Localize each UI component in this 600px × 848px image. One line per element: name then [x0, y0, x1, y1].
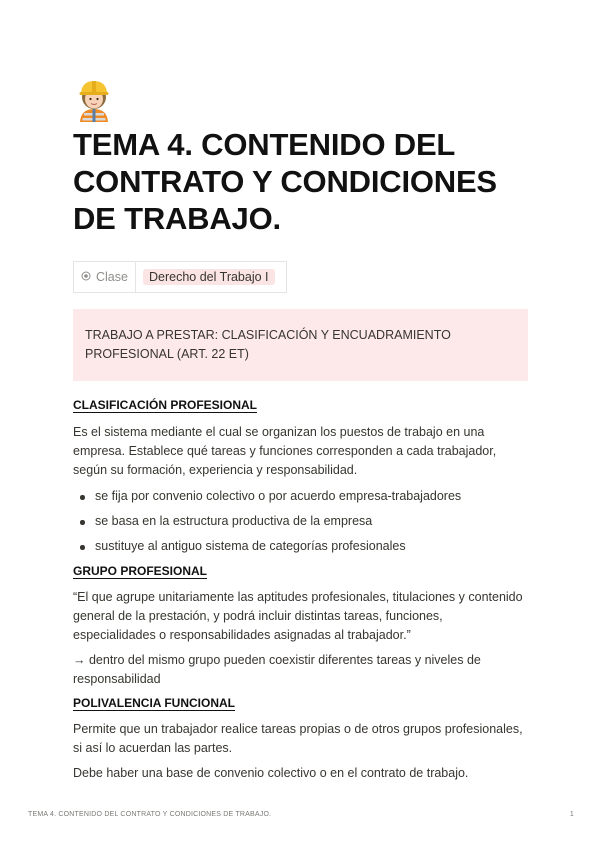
- property-row: [73, 261, 287, 293]
- footer-title: TEMA 4. CONTENIDO DEL CONTRATO Y CONDICIONES DE TRABAJO.: [28, 811, 272, 818]
- polivalencia-paragraph-1: Permite que un trabajador realice tareas propias o de otros grupos profesionales, si así lo acuerdan las partes.: [73, 722, 523, 755]
- callout-block: [73, 309, 528, 381]
- page-footer: [28, 811, 574, 818]
- polivalencia-paragraph-2: Debe haber una base de convenio colectivo o en el contrato de trabajo.: [73, 766, 469, 780]
- callout-text: TRABAJO A PRESTAR: CLASIFICACIÓN Y ENCUADRAMIENTO PROFESIONAL (ART. 22 ET): [85, 328, 451, 361]
- clasificacion-bullet-list: [73, 487, 528, 556]
- list-item: sustituye al antiguo sistema de categorías profesionales: [73, 537, 528, 556]
- property-value[interactable]: [136, 262, 275, 292]
- class-tag[interactable]: Derecho del Trabajo I: [143, 269, 275, 285]
- page-content: [73, 396, 528, 783]
- grupo-quote: “El que agrupe unitariamente las aptitudes profesionales, titulaciones y contenido general de la prestación, y podrá incluir distintas tareas, funciones, especialidades o responsabilidades asignadas al trabajador.”: [73, 590, 523, 642]
- heading-grupo: GRUPO PROFESIONAL: [73, 564, 208, 578]
- property-name-label: Clase: [96, 270, 128, 284]
- heading-polivalencia: POLIVALENCIA FUNCIONAL: [73, 696, 235, 710]
- list-item: se basa en la estructura productiva de la empresa: [73, 512, 528, 531]
- property-name: [74, 262, 136, 292]
- construction-worker-icon: [74, 78, 114, 122]
- clasificacion-paragraph: Es el sistema mediante el cual se organizan los puestos de trabajo en una empresa. Establece qué tareas y funciones corresponden a cada trabajador, según su formación, experiencia y responsabilidad.: [73, 425, 497, 477]
- heading-clasificacion: CLASIFICACIÓN PROFESIONAL: [73, 398, 258, 412]
- page-number: 1: [569, 811, 574, 818]
- list-item: se fija por convenio colectivo o por acuerdo empresa-trabajadores: [73, 487, 528, 506]
- radio-target-icon: [81, 270, 91, 284]
- grupo-note: → dentro del mismo grupo pueden coexistir diferentes tareas y niveles de responsabilidad: [73, 653, 481, 686]
- page-title: TEMA 4. CONTENIDO DEL CONTRATO Y CONDICIONES DE TRABAJO.: [73, 127, 497, 236]
